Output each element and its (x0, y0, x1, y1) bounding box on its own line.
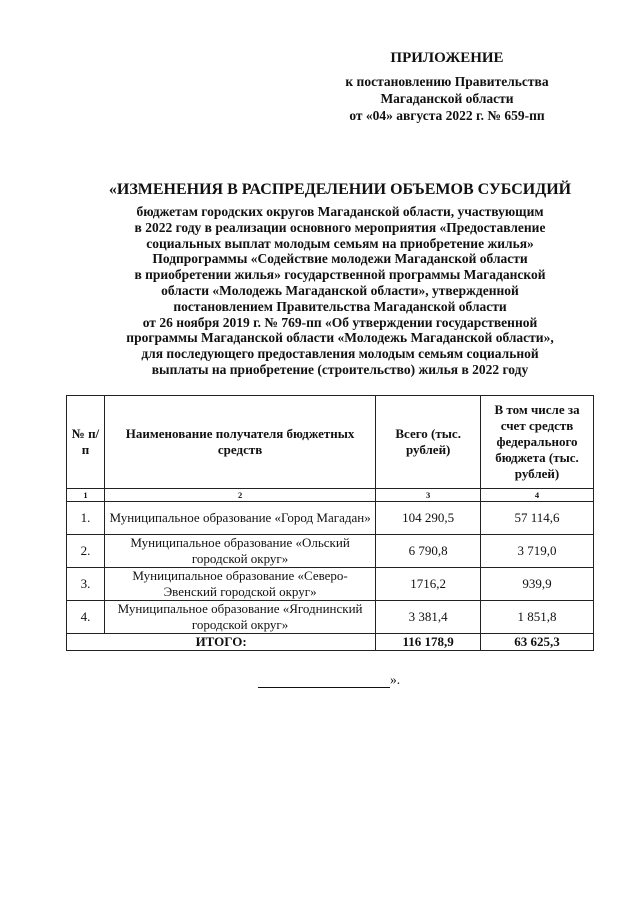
row-total: 3 381,4 (376, 601, 481, 634)
row-total: 6 790,8 (376, 535, 481, 568)
column-index-row (67, 489, 594, 502)
row-num: 3. (67, 568, 105, 601)
row-federal: 3 719,0 (481, 535, 594, 568)
header-name: Наименование получателя бюджетных средств (104, 396, 375, 489)
row-total: 104 290,5 (376, 502, 481, 535)
total-row (67, 634, 594, 651)
row-name: Муниципальное образование «Ольский городской округ» (104, 535, 375, 568)
subtitle-line: бюджетам городских округов Магаданской области, участвующим (136, 204, 544, 219)
document-subtitle (60, 204, 620, 378)
column-index: 4 (481, 489, 594, 502)
subtitle-line: от 26 ноября 2019 г. № 769-пп «Об утверждении государственной (142, 314, 538, 330)
row-num: 1. (67, 502, 105, 535)
row-total: 1716,2 (376, 568, 481, 601)
subtitle-line: в приобретении жилья» государственной программы Магаданской (134, 267, 546, 283)
column-index: 2 (104, 489, 375, 502)
subtitle-line: социальных выплат молодым семьям на приобретение жилья» (146, 235, 534, 251)
annex-block (320, 50, 574, 124)
table-row (67, 535, 594, 568)
subtitle-line: программы Магаданской области «Молодежь Магаданской области», (126, 330, 554, 346)
header-total: Всего (тыс. рублей) (376, 396, 481, 489)
document-title: «ИЗМЕНЕНИЯ В РАСПРЕДЕЛЕНИИ ОБЪЕМОВ СУБСИДИЙ (108, 181, 572, 198)
table-row (67, 568, 594, 601)
subtitle-line: для последующего предоставления молодым семьям социальной (141, 346, 539, 362)
annex-line: от «04» августа 2022 г. № 659-пп (349, 108, 545, 123)
total-federal: 63 625,3 (481, 634, 594, 651)
row-name: Муниципальное образование «Северо-Эвенский городской округ» (104, 568, 375, 601)
row-federal: 939,9 (481, 568, 594, 601)
subtitle-line: в 2022 году в реализации основного мероприятия «Предоставление (134, 219, 546, 235)
row-name: Муниципальное образование «Ягоднинский городской округ» (104, 601, 375, 634)
subtitle-line: постановлением Правительства Магаданской области (173, 298, 507, 314)
total-label: ИТОГО: (67, 634, 376, 651)
row-federal: 57 114,6 (481, 502, 594, 535)
table-header-row (67, 396, 594, 489)
column-index: 3 (376, 489, 481, 502)
closing-rule (258, 675, 390, 688)
header-num: № п/п (67, 396, 105, 489)
subtitle-line: Подпрограммы «Содействие молодежи Магаданской области (152, 251, 528, 267)
closing-quote: ». (390, 672, 401, 687)
subtitle-line: выплаты на приобретение (строительство) жилья в 2022 году (151, 361, 529, 377)
table-row (67, 502, 594, 535)
annex-line: к постановлению Правительства (345, 74, 549, 89)
annex-heading: ПРИЛОЖЕНИЕ (390, 50, 504, 66)
annex-line: Магаданской области (380, 91, 514, 106)
row-num: 4. (67, 601, 105, 634)
total-sum: 116 178,9 (376, 634, 481, 651)
subsidy-table (66, 395, 594, 651)
column-index: 1 (67, 489, 105, 502)
closing-line (258, 672, 400, 688)
row-federal: 1 851,8 (481, 601, 594, 634)
subtitle-line: области «Молодежь Магаданской области», утвержденной (161, 282, 519, 298)
header-federal: В том числе за счет средств федерального бюджета (тыс. рублей) (481, 396, 594, 489)
row-name: Муниципальное образование «Город Магадан» (104, 502, 375, 535)
table-row (67, 601, 594, 634)
row-num: 2. (67, 535, 105, 568)
